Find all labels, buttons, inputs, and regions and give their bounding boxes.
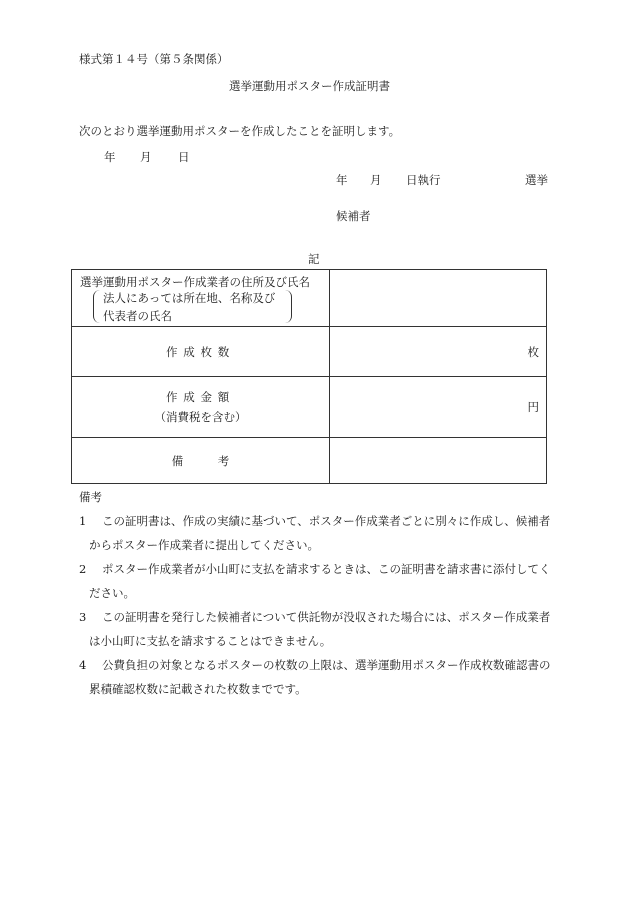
certificate-table	[71, 269, 547, 484]
note-number: 3	[79, 610, 87, 624]
amount-label: 作成金額	[166, 390, 235, 404]
election-line	[336, 172, 548, 188]
remarks-value-cell[interactable]	[330, 438, 547, 484]
note-item	[79, 653, 551, 701]
count-label: 作成枚数	[72, 327, 330, 377]
election-year: 年	[336, 173, 348, 187]
election-month: 月	[370, 173, 382, 187]
issue-date	[104, 149, 190, 165]
issue-date-month: 月	[140, 150, 152, 164]
table-row-maker	[72, 270, 547, 327]
maker-label-line2: 法人にあっては所在地、名称及び	[103, 291, 276, 305]
note-text: ポスター作成業者が小山町に支払を請求するときは、この証明書を請求書に添付してください。	[89, 562, 551, 600]
candidate-label: 候補者	[336, 209, 371, 223]
amount-sublabel: （消費税を含む）	[154, 410, 247, 424]
note-item	[79, 605, 551, 653]
remarks-label: 備考	[72, 438, 330, 484]
intro-statement: 次のとおり選挙運動用ポスターを作成したことを証明します。	[79, 124, 401, 138]
table-row-count	[72, 327, 547, 377]
maker-label-cell	[72, 270, 330, 327]
maker-value-cell[interactable]	[330, 270, 547, 327]
maker-label-line1: 選挙運動用ポスター作成業者の住所及び氏名	[80, 275, 310, 289]
note-text: 公費負担の対象となるポスターの枚数の上限は、選挙運動用ポスター作成枚数確認書の累積確認枚数に記載された枚数までです。	[89, 658, 551, 696]
note-item	[79, 509, 551, 557]
issue-date-year: 年	[104, 150, 116, 164]
note-number: 4	[79, 658, 87, 672]
amount-label-cell	[72, 377, 330, 438]
form-number: 様式第１４号（第５条関係）	[79, 52, 229, 66]
issue-date-day: 日	[178, 150, 190, 164]
table-row-amount	[72, 377, 547, 438]
amount-unit[interactable]: 円	[330, 377, 547, 438]
election-day-exec: 日執行	[406, 173, 441, 187]
notes-heading: 備考	[79, 490, 102, 504]
note-text: この証明書を発行した候補者について供託物が没収された場合には、ポスター作成業者は小山町に支払を請求することはできません。	[89, 610, 551, 648]
maker-label-line3: 代表者の氏名	[103, 309, 172, 323]
table-row-remarks	[72, 438, 547, 484]
note-number: 1	[79, 514, 87, 528]
count-unit[interactable]: 枚	[330, 327, 547, 377]
election-suffix: 選挙	[525, 173, 548, 187]
document-title: 選挙運動用ポスター作成証明書	[229, 79, 390, 93]
note-item	[79, 557, 551, 605]
note-text: この証明書は、作成の実績に基づいて、ポスター作成業者ごとに別々に作成し、候補者からポスター作成業者に提出してください。	[89, 514, 551, 552]
record-label: 記	[308, 252, 320, 266]
note-number: 2	[79, 562, 87, 576]
